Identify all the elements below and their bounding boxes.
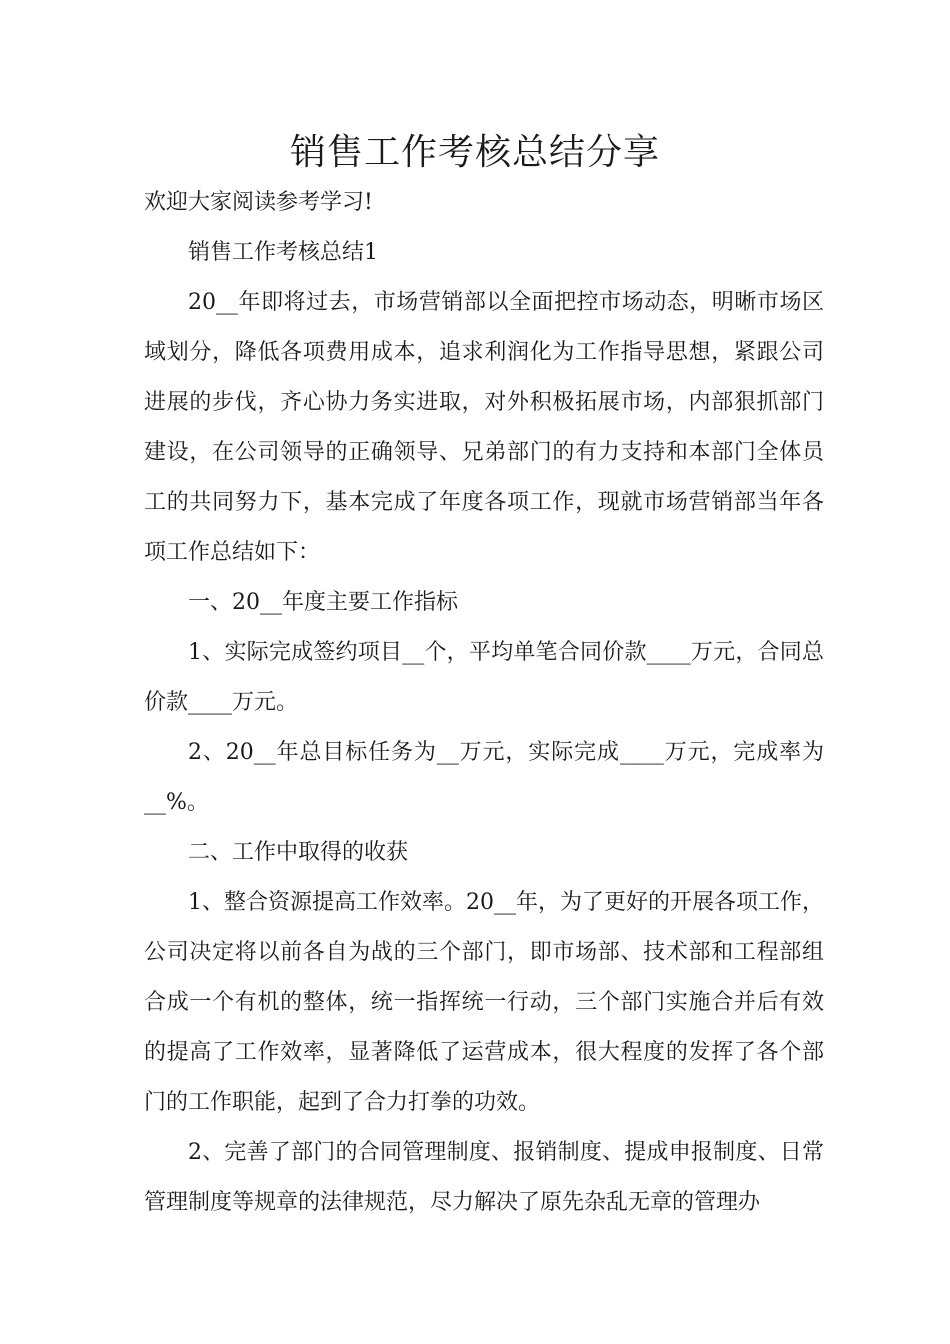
document-title: 销售工作考核总结分享 [289, 132, 660, 173]
paragraph: 20__年即将过去，市场营销部以全面把控市场动态，明晰市场区域划分，降低各项费用成本，追求利润化为工作指导思想，紧跟公司进展的步伐，齐心协力务实进取，对外积极拓展市场，内部狠抓部门建设，在公司领导的正确领导、兄弟部门的有力支持和本部门全体员工的共同努力下，基本完成了年度各项工作，现就市场营销部当年各项工作总结如下： [144, 290, 824, 565]
paragraph: 销售工作考核总结1 [188, 240, 378, 265]
document-body [144, 178, 824, 1228]
section-heading: 一、20__年度主要工作指标 [188, 590, 458, 615]
paragraph: 1、整合资源提高工作效率。20__年，为了更好的开展各项工作，公司决定将以前各自为战的三个部门，即市场部、技术部和工程部组合成一个有机的整体，统一指挥统一行动，三个部门实施合并后有效的提高了工作效率，显著降低了运营成本，很大程度的发挥了各个部门的工作职能，起到了合力打拳的功效。 [144, 890, 824, 1115]
paragraph: 2、20__年总目标任务为__万元，实际完成____万元，完成率为__%。 [144, 740, 824, 815]
paragraph: 欢迎大家阅读参考学习! [144, 190, 373, 215]
paragraph: 2、完善了部门的合同管理制度、报销制度、提成申报制度、日常管理制度等规章的法律规范，尽力解决了原先杂乱无章的管理办 [144, 1140, 824, 1215]
section-heading: 二、工作中取得的收获 [188, 840, 409, 865]
paragraph: 1、实际完成签约项目__个，平均单笔合同价款____万元，合同总价款____万元。 [144, 640, 824, 715]
